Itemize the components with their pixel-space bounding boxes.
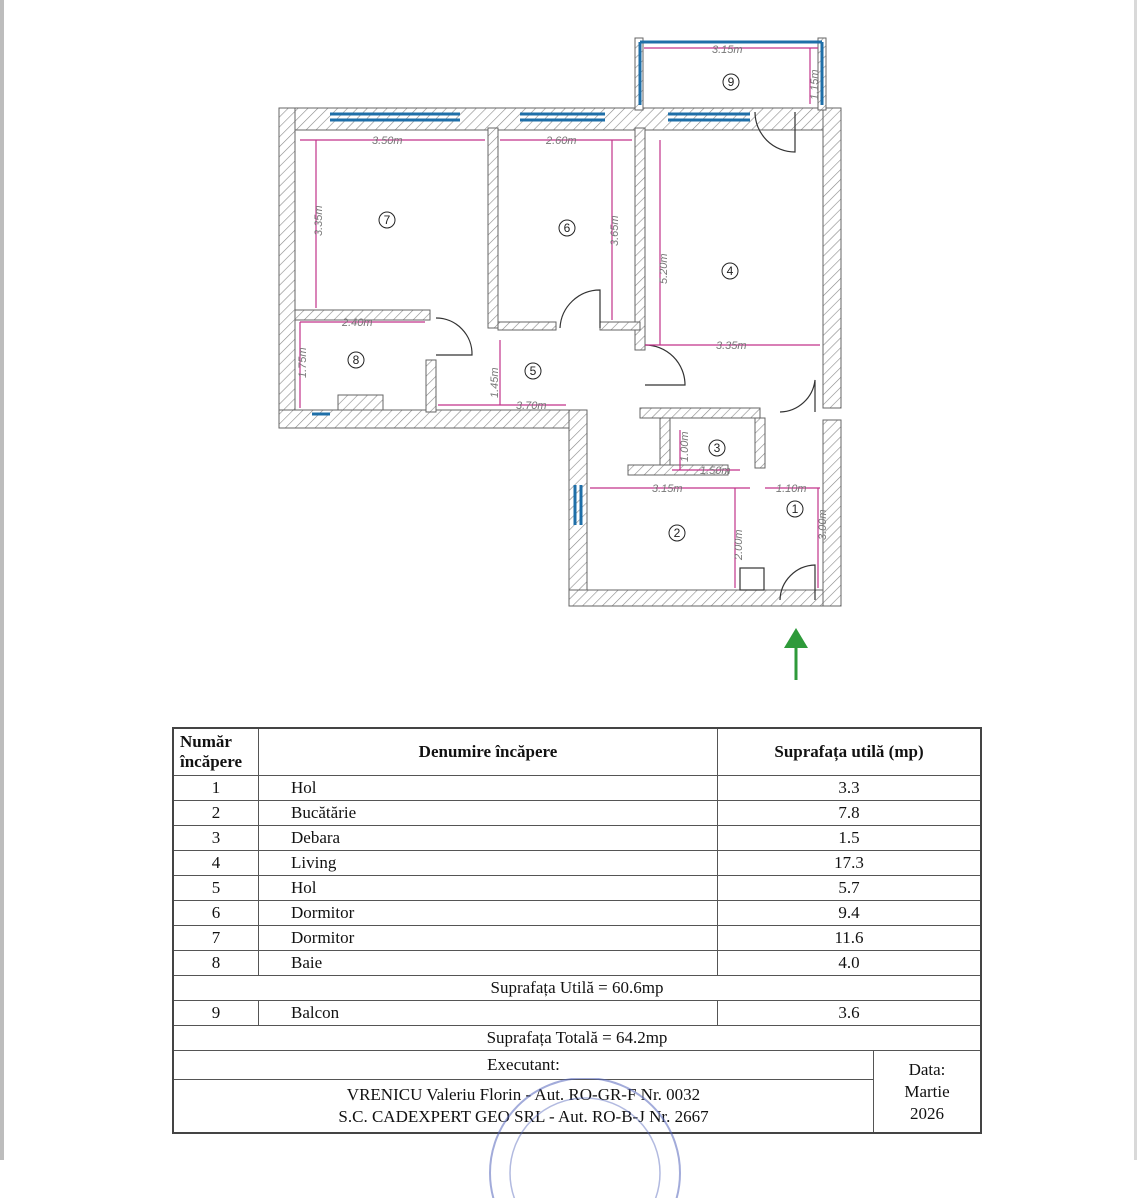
dim-label: 3.35m [313,205,325,236]
room-number: 6 [173,901,259,926]
room-name: Living [259,851,718,876]
dim-label: 3.00m [817,509,829,540]
usable-total-row [173,976,981,1001]
dim-label: 3.70m [516,400,547,412]
room-name: Dormitor [259,901,718,926]
room-marker-4: 4 [726,264,734,278]
dim-label: 1.75m [297,347,309,378]
room-marker-1: 1 [791,502,799,516]
room-area: 9.4 [718,901,982,926]
executant-names [173,1080,874,1134]
dim-label: 2.00m [733,529,745,560]
date-month: Martie [904,1081,950,1101]
room-number: 5 [173,876,259,901]
dim-label: 3.35m [716,340,747,352]
balcony-name: Balcon [259,1001,718,1026]
table-row [173,851,981,876]
room-marker-7: 7 [383,213,391,227]
room-number: 3 [173,826,259,851]
executant-line-2: S.C. CADEXPERT GEO SRL - Aut. RO-B-J Nr. 2667 [338,1107,709,1126]
balcony-number: 9 [173,1001,259,1026]
room-number: 7 [173,926,259,951]
executant-label-row [173,1051,981,1080]
table-row [173,776,981,801]
room-name: Bucătărie [259,801,718,826]
dim-label: 1.10m [776,483,807,495]
dim-label: 3.65m [609,215,621,246]
dim-label: 3.50m [372,135,403,147]
room-area: 3.3 [718,776,982,801]
header-room-name: Denumire încăpere [259,728,718,776]
header-area: Suprafața utilă (mp) [718,728,982,776]
table-row [173,926,981,951]
balcony-area: 3.6 [718,1001,982,1026]
north-arrow-icon [784,628,808,680]
dim-label: 2.40m [342,317,373,329]
date-year: 2026 [910,1103,944,1123]
grand-total: Suprafața Totală = 64.2mp [173,1026,981,1051]
room-name: Hol [259,876,718,901]
dim-label: 1.00m [679,431,691,462]
windows [312,42,822,525]
executant-label: Executant: [173,1051,874,1080]
table-row [173,901,981,926]
balcony-row [173,1001,981,1026]
room-area: 17.3 [718,851,982,876]
room-number: 2 [173,801,259,826]
header-room-number: Număr încăpere [173,728,259,776]
room-name: Baie [259,951,718,976]
grand-total-row [173,1026,981,1051]
room-name: Dormitor [259,926,718,951]
room-marker-5: 5 [529,364,537,378]
room-number: 4 [173,851,259,876]
date-label: Data: [908,1059,946,1079]
room-area-table [172,727,982,1134]
room-marker-3: 3 [713,441,721,455]
room-marker-6: 6 [563,221,571,235]
room-name: Debara [259,826,718,851]
table-row [173,951,981,976]
dim-label: 1.50m [700,465,731,477]
dim-label: 1.15m [809,69,821,100]
room-area: 4.0 [718,951,982,976]
executant-names-row [173,1080,981,1134]
table-row [173,826,981,851]
executant-line-1: VRENICU Valeriu Florin - Aut. RO-GR-F Nr. 0032 [346,1085,701,1104]
room-area: 11.6 [718,926,982,951]
room-marker-8: 8 [352,353,360,367]
table-header-row [173,728,981,776]
date-cell [874,1051,982,1134]
room-marker-9: 9 [727,75,735,89]
room-number: 8 [173,951,259,976]
dim-label: 1.45m [489,367,501,398]
dim-label: 5.20m [658,253,670,284]
room-name: Hol [259,776,718,801]
room-area: 1.5 [718,826,982,851]
table-row [173,876,981,901]
dim-label: 3.15m [712,44,743,56]
room-rows [173,776,981,976]
room-marker-2: 2 [673,526,681,540]
room-area: 5.7 [718,876,982,901]
usable-total: Suprafața Utilă = 60.6mp [173,976,981,1001]
room-area: 7.8 [718,801,982,826]
dim-label: 3.15m [652,483,683,495]
room-number: 1 [173,776,259,801]
dim-label: 2.60m [546,135,577,147]
table-row [173,801,981,826]
